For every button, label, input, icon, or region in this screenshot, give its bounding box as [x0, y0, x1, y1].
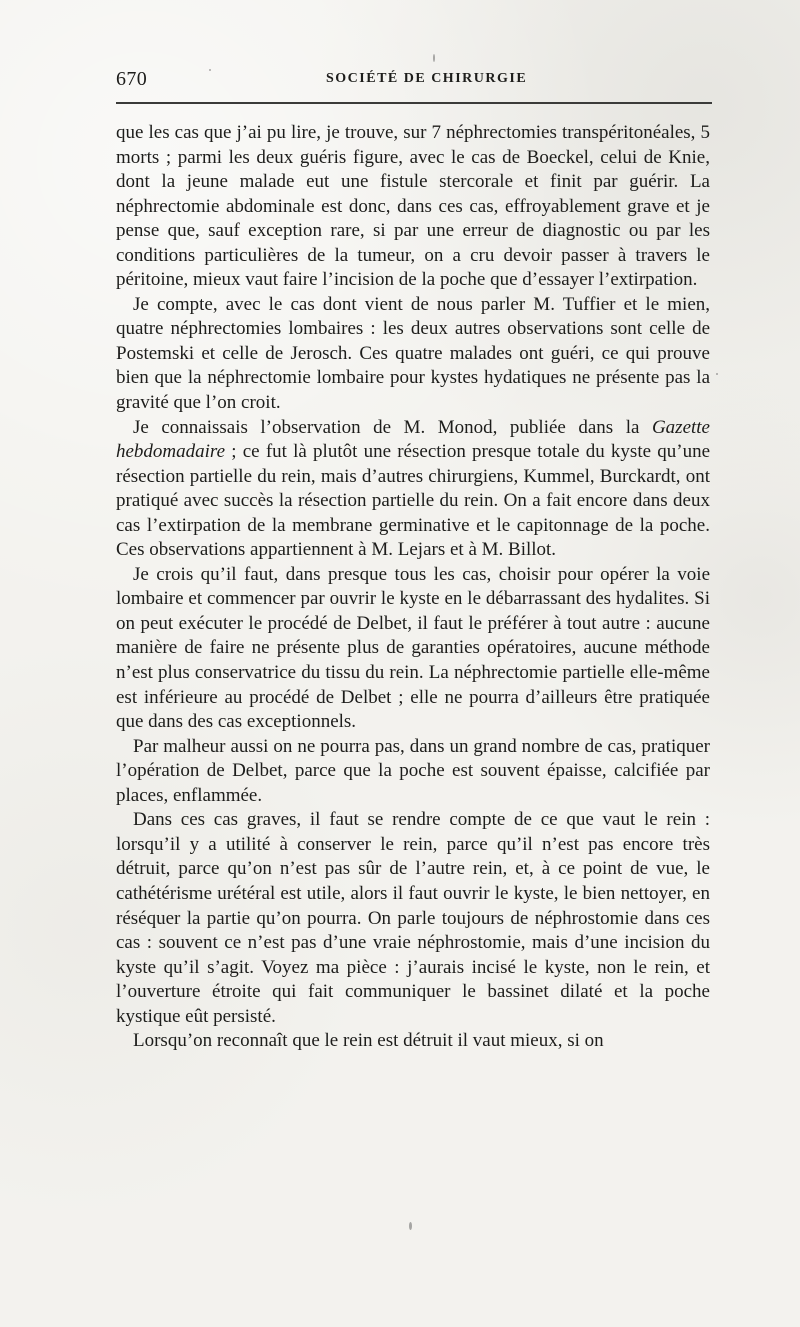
paragraph: Je compte, avec le cas dont vient de nous parler M. Tuffier et le mien, quatre néphrectomies lombaires : les deux autres observations sont celle de Postemski et celle de Jerosch. Ces quatre malades ont guéri, ce qui prouve bien que la néphrectomie lombaire pour kystes hydatiques ne présente pas la gravité que l’on croit.: [116, 293, 710, 414]
header-rule: [116, 102, 712, 104]
paragraph: Par malheur aussi on ne pourra pas, dans un grand nombre de cas, pratiquer l’opération de Delbet, parce que la poche est souvent épaisse, calcifiée par places, enflammée.: [116, 735, 710, 806]
paragraph: que les cas que j’ai pu lire, je trouve, sur 7 néphrectomies transpéritonéales, 5 morts ; parmi les deux guéris figure, avec le cas de Boeckel, celui de Knie, dont la jeune malade eut une fistule stercorale et finit par guérir. La néphrectomie abdominale est donc, dans ces cas, effroyablement grave et je pense que, sauf exception rare, si par une erreur de diagnostic ou par les conditions particulières de la tumeur, on a cru devoir passer à travers le péritoine, mieux vaut faire l’incision de la poche que d’essayer l’extirpation.: [116, 122, 710, 291]
paragraph: Lorsqu’on reconnaît que le rein est détruit il vaut mieux, si on: [133, 1030, 604, 1052]
paper-speck: [209, 69, 211, 71]
paragraph-text: ; ce fut là plutôt une résection presque totale du kyste qu’une résection partielle du rein, mais d’autres chirurgiens, Kummel, Burckardt, ont pratiqué avec succès la résection partielle du rein. On a fait encore dans deux cas l’extirpation de la membrane germinative et le capitonnage de la poche. Ces observations appartiennent à M. Lejars et à M. Billot.: [116, 441, 710, 561]
paper-speck: [716, 373, 718, 375]
page-header: [116, 65, 712, 95]
paper-speck: [409, 1222, 412, 1230]
paragraph: Dans ces cas graves, il faut se rendre compte de ce que vaut le rein : lorsqu’il y a utilité à conserver le rein, parce qu’il n’est pas encore très détruit, parce qu’on n’est pas sûr de l’autre rein, et, à ce point de vue, le cathétérisme urétéral est utile, alors il faut ouvrir le kyste, le bien nettoyer, en réséquer la partie qu’on pourra. On parle toujours de néphrostomie dans ces cas : souvent ce n’est pas d’une vraie néphrostomie, mais d’une incision du kyste qu’il s’agit. Voyez ma pièce : j’aurais incisé le kyste, non le rein, et l’ouverture étroite qui fait communiquer le bassinet dilaté et la poche kystique eût persisté.: [116, 809, 710, 1027]
paragraph: Je crois qu’il faut, dans presque tous les cas, choisir pour opérer la voie lombaire et commencer par ouvrir le kyste en le débarrassant des hydalites. Si on peut exécuter le procédé de Delbet, il faut le préférer à tout autre : aucune manière de faire ne présente plus de garanties opératoires, aucune méthode n’est plus conservatrice du tissu du rein. La néphrectomie partielle elle-même est inférieure au procédé de Delbet ; elle ne pourra d’ailleurs être pratiquée que dans des cas exceptionnels.: [116, 563, 710, 733]
paragraph-text: Je connaissais l’observation de M. Monod, publiée dans la: [133, 416, 652, 438]
journal-title: Gazette hebdomadaire: [116, 416, 710, 463]
paragraph: [116, 416, 710, 563]
running-title: SOCIÉTÉ DE CHIRURGIE: [326, 71, 528, 86]
body-text: [116, 121, 710, 1054]
paper-speck: [433, 54, 435, 62]
page-number: 670: [116, 68, 148, 90]
